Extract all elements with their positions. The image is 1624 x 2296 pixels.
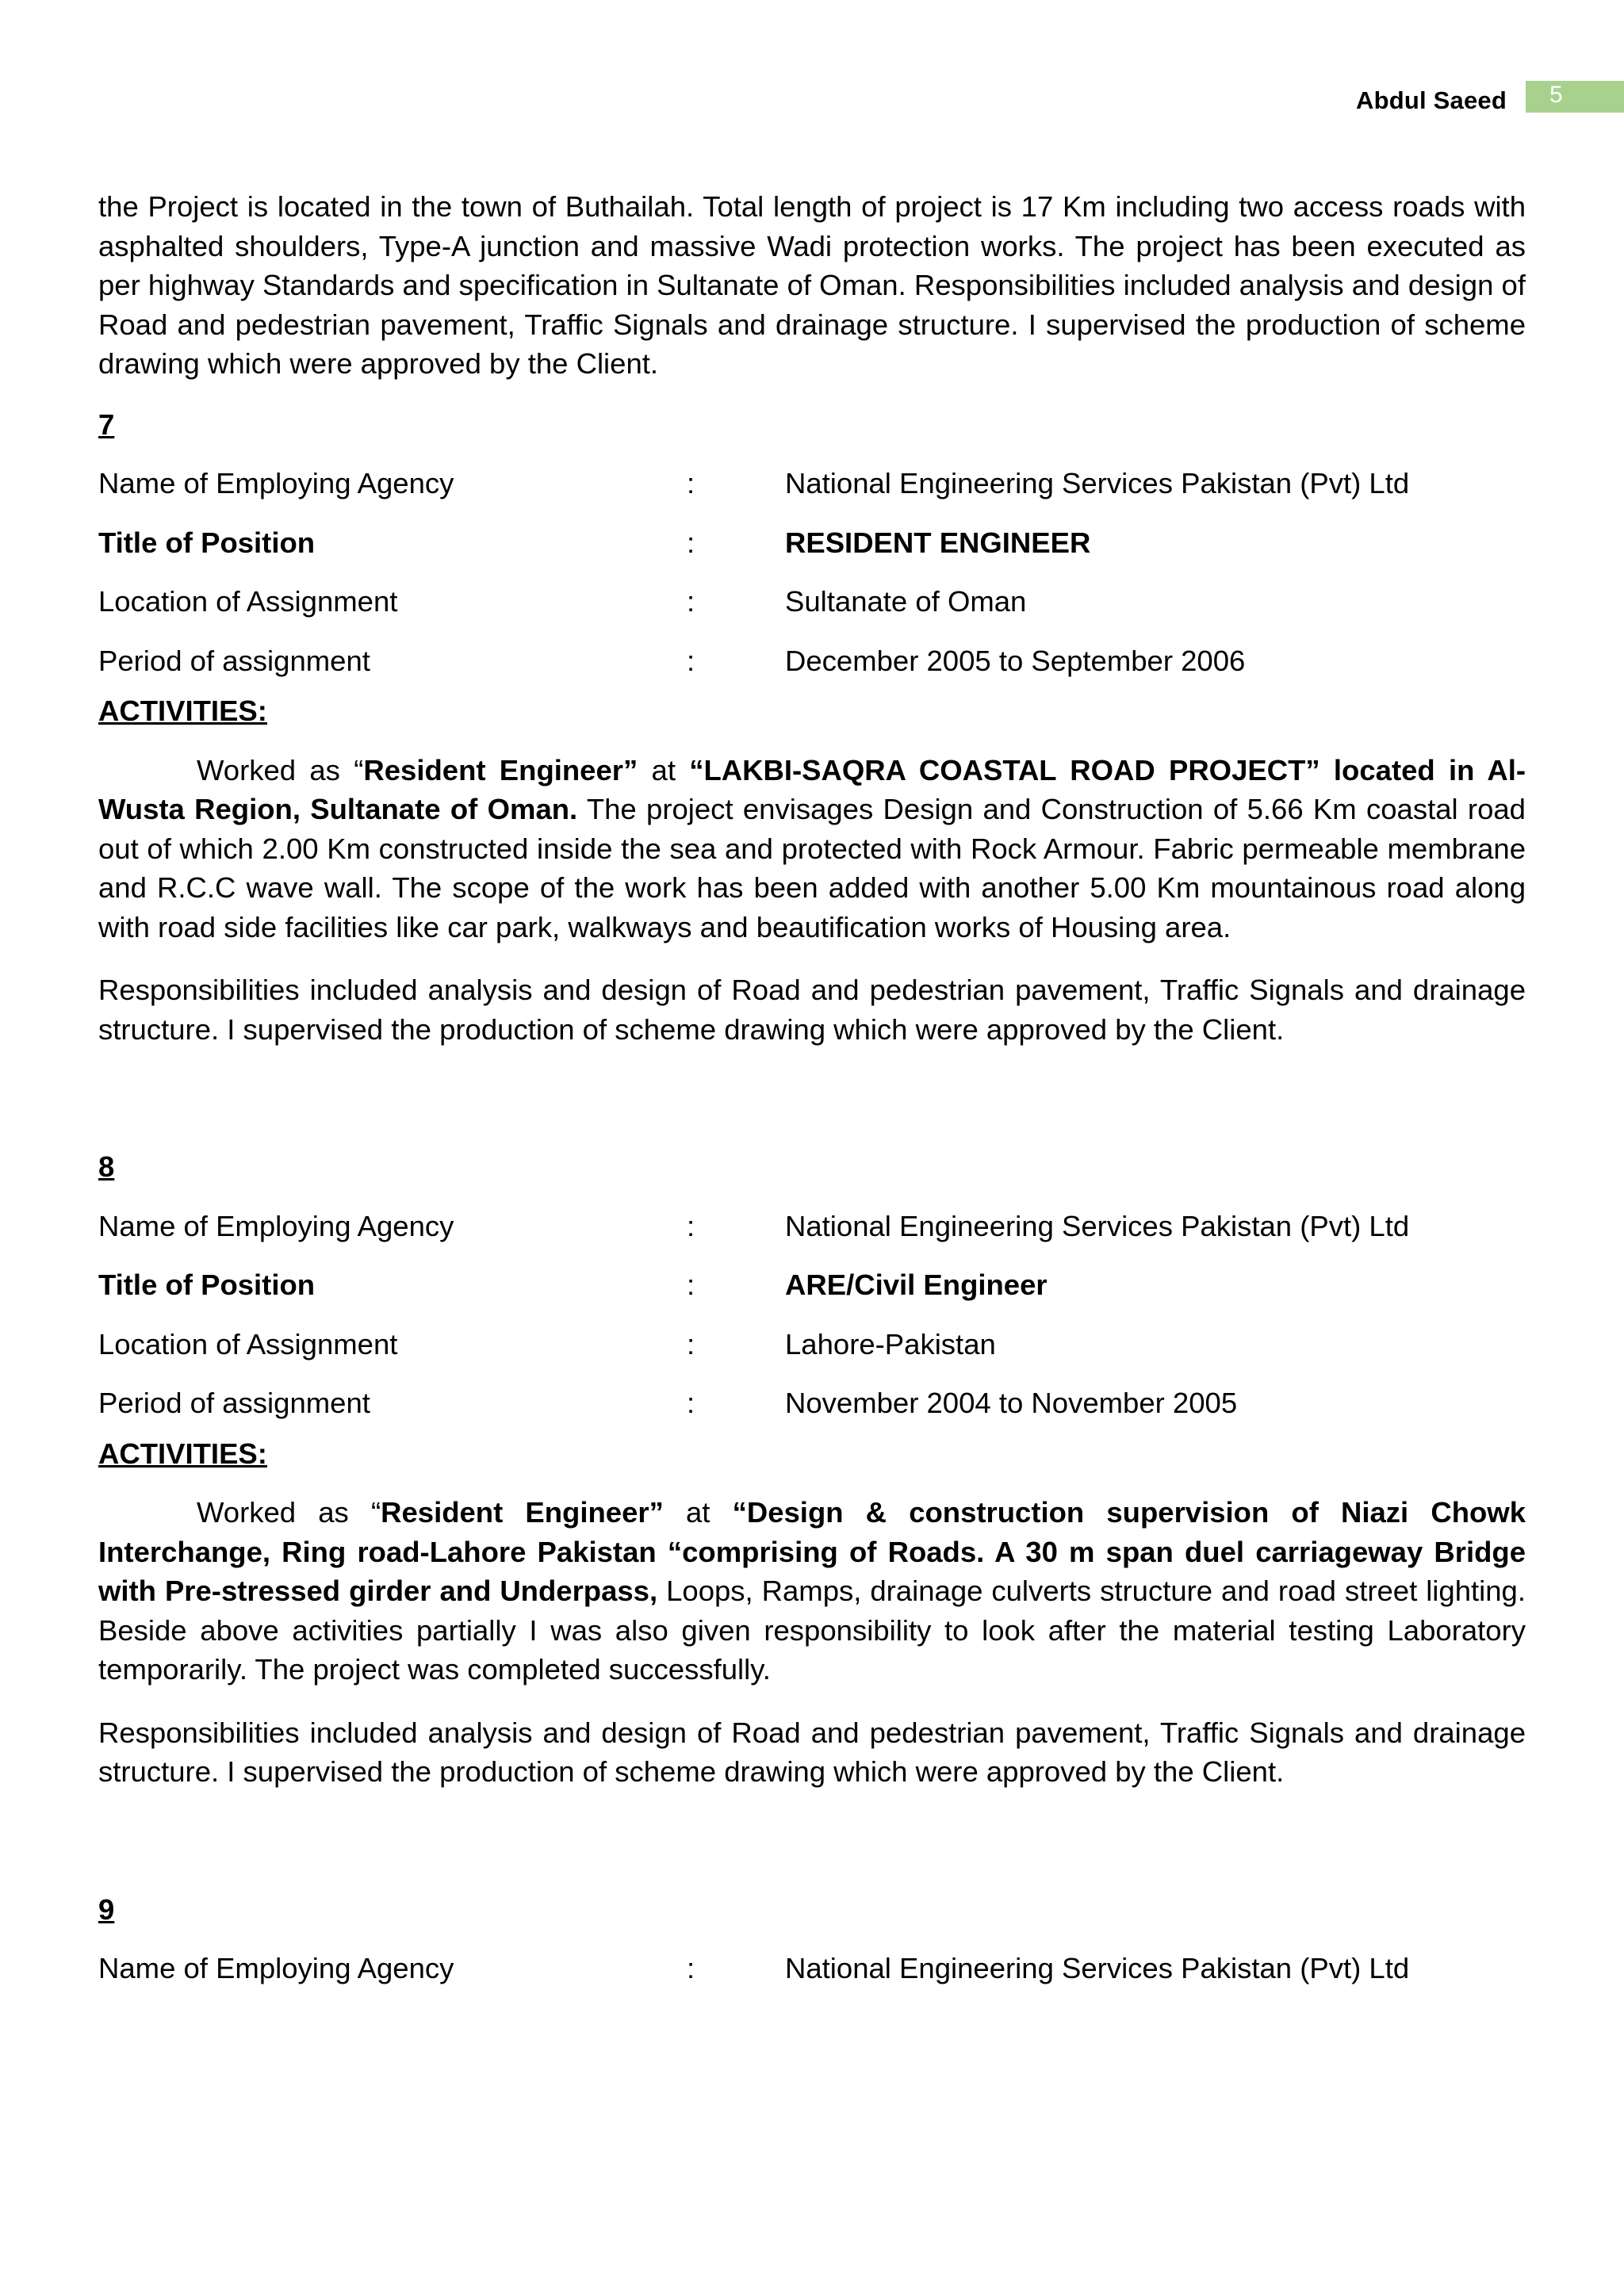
field-colon: :	[687, 526, 695, 559]
field-label: Title of Position	[98, 1269, 316, 1301]
field-colon: :	[687, 1327, 695, 1360]
section-spacer	[98, 1049, 1526, 1147]
field-value: National Engineering Services Pakistan (Pvt) Ltd	[785, 1952, 1410, 1984]
assignment-location-row	[98, 1325, 1526, 1384]
field-value: National Engineering Services Pakistan (Pvt) Ltd	[785, 467, 1410, 499]
page-header	[0, 81, 1624, 114]
field-value: December 2005 to September 2006	[785, 644, 1246, 677]
field-colon: :	[687, 1387, 695, 1419]
assignment-period-row	[98, 1383, 1526, 1443]
field-label: Location of Assignment	[98, 585, 398, 618]
intro-paragraph: the Project is located in the town of Buthailah. Total length of project is 17 Km including two access roads with asphalted shoulders, Type-A junction and massive Wadi protection works. The project has been executed as per highway Standards and specification in Sultanate of Oman. Responsibilities included analysis and design of Road and pedestrian pavement, Traffic Signals and drainage structure. I supervised the production of scheme drawing which were approved by the Client.	[98, 190, 1526, 380]
document-body	[98, 187, 1526, 2008]
assignment-location-row	[98, 582, 1526, 641]
activity-text: Worked as “	[197, 753, 364, 786]
field-value: National Engineering Services Pakistan (Pvt) Ltd	[785, 1209, 1410, 1242]
section-number: 8	[98, 1150, 115, 1183]
activity-bold-text: “Design & construction supervision of Niazi Chowk Interchange, Ring road-Lahore Pakistan “comprising of Roads. A 30 m span duel carriageway Bridge with Pre-stressed girder and Underpass,	[98, 1496, 1526, 1607]
activity-text: at	[663, 1496, 733, 1529]
activity-bold-text: Resident Engineer”	[381, 1496, 664, 1529]
field-value: Lahore-Pakistan	[785, 1327, 996, 1360]
author-name: Abdul Saeed	[1356, 86, 1507, 114]
field-value: RESIDENT ENGINEER	[785, 526, 1091, 559]
field-colon: :	[687, 1209, 695, 1242]
activity-text: Loops, Ramps, drainage culverts structure and road street lighting. Beside above activities partially I was also given responsibility to look after the material testing Laboratory temporarily. The project was completed successfully.	[98, 1575, 1526, 1686]
assignment-section-8	[98, 1147, 1526, 1792]
responsibilities-paragraph: Responsibilities included analysis and design of Road and pedestrian pavement, Traffic Signals and drainage structure. I supervised the production of scheme drawing which were approved by the Client.	[98, 974, 1526, 1046]
field-colon: :	[687, 1269, 695, 1301]
activity-paragraph	[98, 1493, 1526, 1689]
employing-agency-row	[98, 1207, 1526, 1266]
field-value: November 2004 to November 2005	[785, 1387, 1238, 1419]
assignment-section-7	[98, 405, 1526, 1050]
section-number: 9	[98, 1892, 115, 1926]
field-label: Name of Employing Agency	[98, 467, 454, 499]
activities-heading: ACTIVITIES:	[98, 695, 267, 727]
assignment-period-row	[98, 641, 1526, 701]
field-colon: :	[687, 1952, 695, 1984]
field-colon: :	[687, 585, 695, 618]
field-label: Period of assignment	[98, 1387, 370, 1419]
activities-heading: ACTIVITIES:	[98, 1437, 267, 1470]
responsibilities-paragraph: Responsibilities included analysis and design of Road and pedestrian pavement, Traffic Signals and drainage structure. I supervised the production of scheme drawing which were approved by the Client.	[98, 1716, 1526, 1788]
activity-bold-text: Resident Engineer”	[363, 753, 638, 786]
field-label: Location of Assignment	[98, 1327, 398, 1360]
activity-text: Worked as “	[197, 1496, 381, 1529]
field-value: ARE/Civil Engineer	[785, 1269, 1048, 1301]
field-label: Period of assignment	[98, 644, 370, 677]
page-number-badge: 5	[1526, 81, 1624, 113]
activity-bold-text: “LAKBI-SAQRA COASTAL ROAD PROJECT” located in Al-Wusta Region, Sultanate of Oman.	[98, 753, 1526, 825]
section-spacer	[98, 1792, 1526, 1890]
position-title-row	[98, 1265, 1526, 1325]
field-label: Title of Position	[98, 526, 316, 559]
field-value: Sultanate of Oman	[785, 585, 1027, 618]
employing-agency-row	[98, 1949, 1526, 2008]
employing-agency-row	[98, 464, 1526, 523]
position-title-row	[98, 523, 1526, 583]
assignment-section-9	[98, 1890, 1526, 2008]
field-label: Name of Employing Agency	[98, 1952, 454, 1984]
activity-paragraph	[98, 751, 1526, 947]
activity-text: at	[638, 753, 690, 786]
field-colon: :	[687, 467, 695, 499]
field-colon: :	[687, 644, 695, 677]
section-number: 7	[98, 408, 115, 441]
field-label: Name of Employing Agency	[98, 1209, 454, 1242]
activity-text: The project envisages Design and Construction of 5.66 Km coastal road out of which 2.00 Km constructed inside the sea and protected with Rock Armour. Fabric permeable membrane and R.C.C wave wall. The scope of the work has been added with another 5.00 Km mountainous road along with road side facilities like car park, walkways and beautification works of Housing area.	[98, 793, 1526, 943]
